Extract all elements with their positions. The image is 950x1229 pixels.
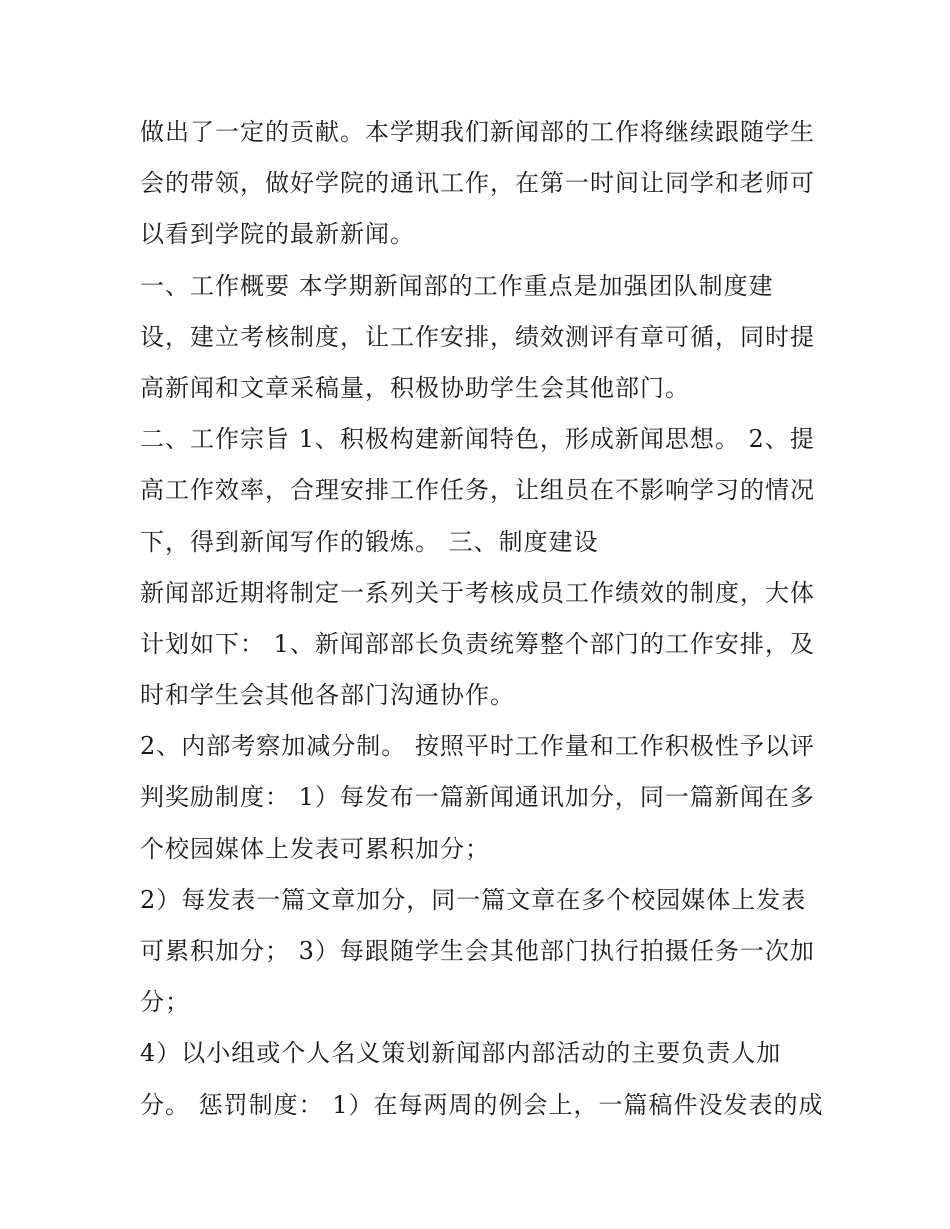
text-line: 一、工作概要 本学期新闻部的工作重点是加强团队制度建	[140, 271, 774, 300]
text-line: 做出了一定的贡献。本学期我们新闻部的工作将继续跟随学生	[140, 118, 815, 146]
text-line: 二、工作宗旨 1、积极构建新闻特色，形成新闻思想。 2、提	[140, 425, 815, 454]
text-line: 以看到学院的最新新闻。	[140, 220, 415, 249]
text-line: 2）每发表一篇文章加分，同一篇文章在多个校园媒体上发表	[140, 885, 807, 914]
text-line: 个校园媒体上发表可累积加分；	[140, 834, 490, 863]
text-line: 新闻部近期将制定一系列关于考核成员工作绩效的制度，大体	[140, 578, 815, 607]
text-line: 判奖励制度： 1）每发布一篇新闻通讯加分，同一篇新闻在多	[140, 783, 815, 812]
text-line: 设，建立考核制度，让工作安排，绩效测评有章可循，同时提	[140, 322, 815, 351]
text-line: 可累积加分； 3）每跟随学生会其他部门执行拍摄任务一次加	[140, 937, 815, 965]
text-line: 会的带领，做好学院的通讯工作，在第一时间让同学和老师可	[140, 169, 815, 198]
text-line: 分；	[140, 988, 190, 1017]
text-line: 计划如下： 1、新闻部部长负责统筹整个部门的工作安排，及	[140, 629, 815, 658]
text-line: 4）以小组或个人名义策划新闻部内部活动的主要负责人加	[140, 1039, 782, 1068]
text-line: 分。 惩罚制度： 1）在每两周的例会上，一篇稿件没发表的成	[140, 1090, 824, 1119]
document-body	[140, 107, 824, 1131]
text-line: 时和学生会其他各部门沟通协作。	[140, 681, 515, 710]
text-line: 下，得到新闻写作的锻炼。 三、制度建设	[140, 527, 599, 556]
text-line: 高新闻和文章采稿量，积极协助学生会其他部门。	[140, 373, 690, 402]
text-line: 2、内部考察加减分制。 按照平时工作量和工作积极性予以评	[140, 732, 815, 761]
text-line: 高工作效率，合理安排工作任务，让组员在不影响学习的情况	[140, 476, 815, 505]
